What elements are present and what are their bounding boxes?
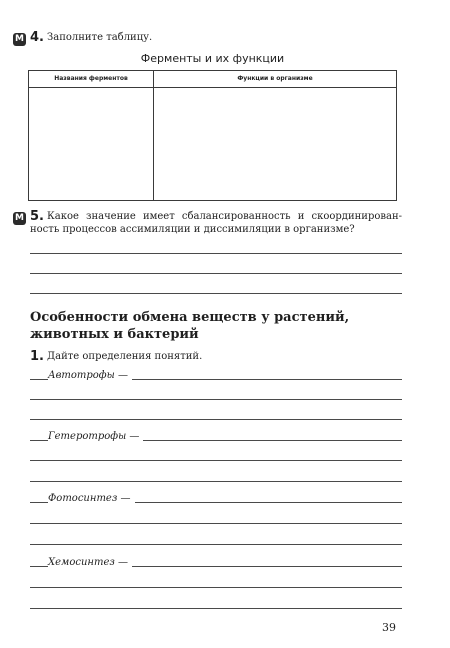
- answer-line[interactable]: [30, 273, 402, 274]
- page-number: 39: [382, 621, 396, 634]
- section-heading-line-1: Особенности обмена веществ у растений,: [30, 310, 350, 325]
- enzymes-table: [28, 70, 397, 201]
- answer-line[interactable]: [30, 293, 402, 294]
- column-header-functions: Функции в организме: [237, 75, 313, 82]
- answer-line[interactable]: [30, 253, 402, 254]
- answer-line[interactable]: [30, 544, 402, 545]
- answer-line[interactable]: [30, 419, 402, 420]
- functions-cell[interactable]: [154, 88, 396, 200]
- task-4-text: Заполните таблицу.: [47, 32, 153, 43]
- task-5-text-line-1: Какое значение имеет сбалансированность и скоординирован-: [47, 211, 402, 222]
- answer-line[interactable]: [30, 460, 402, 461]
- section-heading-line-2: животных и бактерий: [30, 327, 199, 342]
- term-autotrophs: Автотрофы —: [48, 370, 132, 381]
- term-heterotrophs: Гетеротрофы —: [48, 431, 143, 442]
- task-1-number: 1.: [30, 349, 44, 364]
- m-marker-icon: М: [13, 33, 26, 46]
- task-1-text: Дайте определения понятий.: [47, 351, 203, 362]
- column-header-enzyme-names: Названия ферментов: [54, 75, 128, 82]
- term-photosynthesis: Фотосинтез —: [48, 493, 135, 504]
- answer-line[interactable]: [30, 587, 402, 588]
- enzyme-names-cell[interactable]: [29, 88, 152, 200]
- answer-line[interactable]: [30, 399, 402, 400]
- task-5-text-line-2: ность процессов ассимиляции и диссимиляции в организме?: [30, 224, 355, 235]
- section-heading: [30, 309, 349, 343]
- answer-line[interactable]: [30, 608, 402, 609]
- answer-line[interactable]: [30, 481, 402, 482]
- task-4-number: 4.: [30, 30, 44, 45]
- table-title: Ферменты и их функции: [140, 52, 285, 65]
- m-marker-icon: М: [13, 212, 26, 225]
- task-5-number: 5.: [30, 209, 44, 224]
- answer-line[interactable]: [30, 523, 402, 524]
- term-chemosynthesis: Хемосинтез —: [48, 557, 132, 568]
